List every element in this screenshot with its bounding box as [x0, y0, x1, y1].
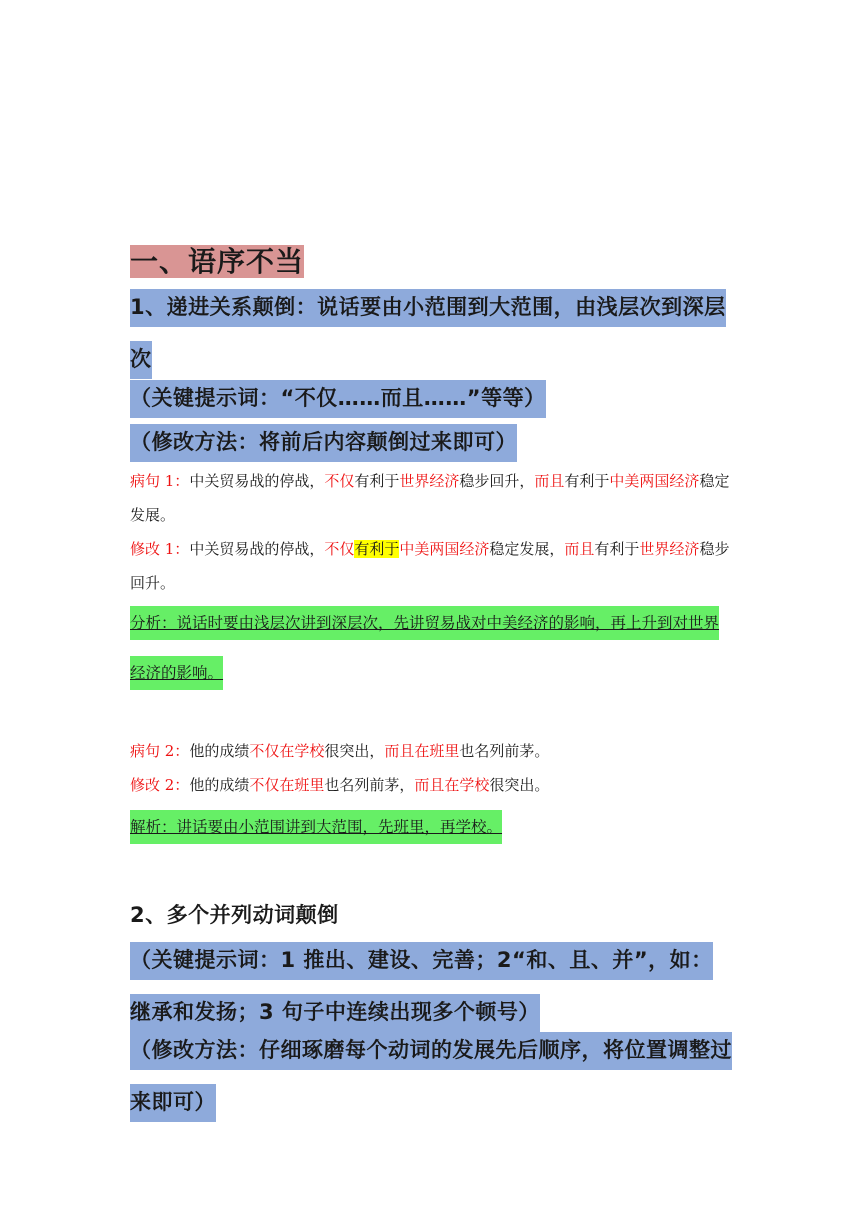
point2-method	[130, 1024, 732, 1128]
example1-fixed-keyword: 不仅	[324, 540, 355, 558]
point2-heading-text: 2、多个并列动词颠倒	[130, 903, 339, 927]
section-title-text: 一、语序不当	[130, 245, 305, 278]
example2-fixed-keyword: 而且在学校	[414, 776, 490, 794]
example1-analysis-text: 分析：说话时要由浅层次讲到深层次，先讲贸易战对中美经济的影响，再上升到对世界经济的影响。	[130, 606, 719, 690]
point1-heading	[130, 281, 732, 385]
example2-wrong-label: 病句 2：	[130, 742, 190, 760]
example1-wrong-text: 稳定发展。	[130, 472, 730, 524]
example1-fixed-label: 修改 1：	[130, 540, 190, 558]
example2-analysis	[130, 802, 732, 852]
example1-wrong-label: 病句 1：	[130, 472, 190, 490]
example1-fixed-sentence	[130, 532, 732, 600]
example1-wrong-text: 有利于	[564, 472, 610, 490]
point2-method-text: （修改方法：仔细琢磨每个动词的发展先后顺序，将位置调整过来即可）	[130, 1032, 732, 1122]
point1-heading-text: 1、递进关系颠倒：说话要由小范围到大范围，由浅层次到深层次	[130, 289, 726, 379]
example2-wrong-keyword: 不仅在学校	[249, 742, 325, 760]
point2-keyword-hint	[130, 934, 732, 1038]
example1-fixed-keyword: 世界经济	[639, 540, 700, 558]
example1-wrong-keyword: 世界经济	[399, 472, 460, 490]
example1-fixed-text: 稳定发展，	[489, 540, 565, 558]
example2-fixed-label: 修改 2：	[130, 776, 190, 794]
example1-wrong-text: 有利于	[354, 472, 400, 490]
example1-fixed-keyword: 中美两国经济	[399, 540, 490, 558]
example1-wrong-text: 稳步回升，	[459, 472, 535, 490]
example1-analysis	[130, 598, 732, 698]
example2-fixed-text: 很突出。	[489, 776, 550, 794]
example1-fixed-highlight: 有利于	[354, 540, 400, 558]
example2-analysis-text: 解析：讲话要由小范围讲到大范围，先班里，再学校。	[130, 810, 502, 844]
example2-wrong-text: 他的成绩	[189, 742, 250, 760]
point1-keyword-hint-text: （关键提示词：“不仅……而且……”等等）	[130, 380, 546, 418]
example1-fixed-text: 稳步回升。	[130, 540, 730, 592]
example1-wrong-text: 中关贸易战的停战，	[189, 472, 325, 490]
example1-wrong-sentence	[130, 464, 732, 532]
example2-fixed-text: 他的成绩	[189, 776, 250, 794]
example1-fixed-text: 有利于	[594, 540, 640, 558]
example1-fixed-keyword: 而且	[564, 540, 595, 558]
example2-fixed-text: 也名列前茅，	[324, 776, 415, 794]
section-title	[130, 244, 304, 280]
example1-wrong-keyword: 中美两国经济	[609, 472, 700, 490]
example1-fixed-text: 中关贸易战的停战，	[189, 540, 325, 558]
example2-wrong-text: 很突出，	[324, 742, 385, 760]
example1-wrong-keyword: 而且	[534, 472, 565, 490]
example1-wrong-keyword: 不仅	[324, 472, 355, 490]
example2-wrong-text: 也名列前茅。	[459, 742, 550, 760]
example2-wrong-sentence	[130, 734, 732, 768]
point1-method	[130, 416, 732, 468]
point1-method-text: （修改方法：将前后内容颠倒过来即可）	[130, 424, 517, 462]
example2-fixed-sentence	[130, 768, 732, 802]
example2-wrong-keyword: 而且在班里	[384, 742, 460, 760]
example2-fixed-keyword: 不仅在班里	[249, 776, 325, 794]
point2-keyword-hint-text: （关键提示词：1 推出、建设、完善；2“和、且、并”，如：继承和发扬；3 句子中连续出现多个顿号）	[130, 942, 713, 1032]
